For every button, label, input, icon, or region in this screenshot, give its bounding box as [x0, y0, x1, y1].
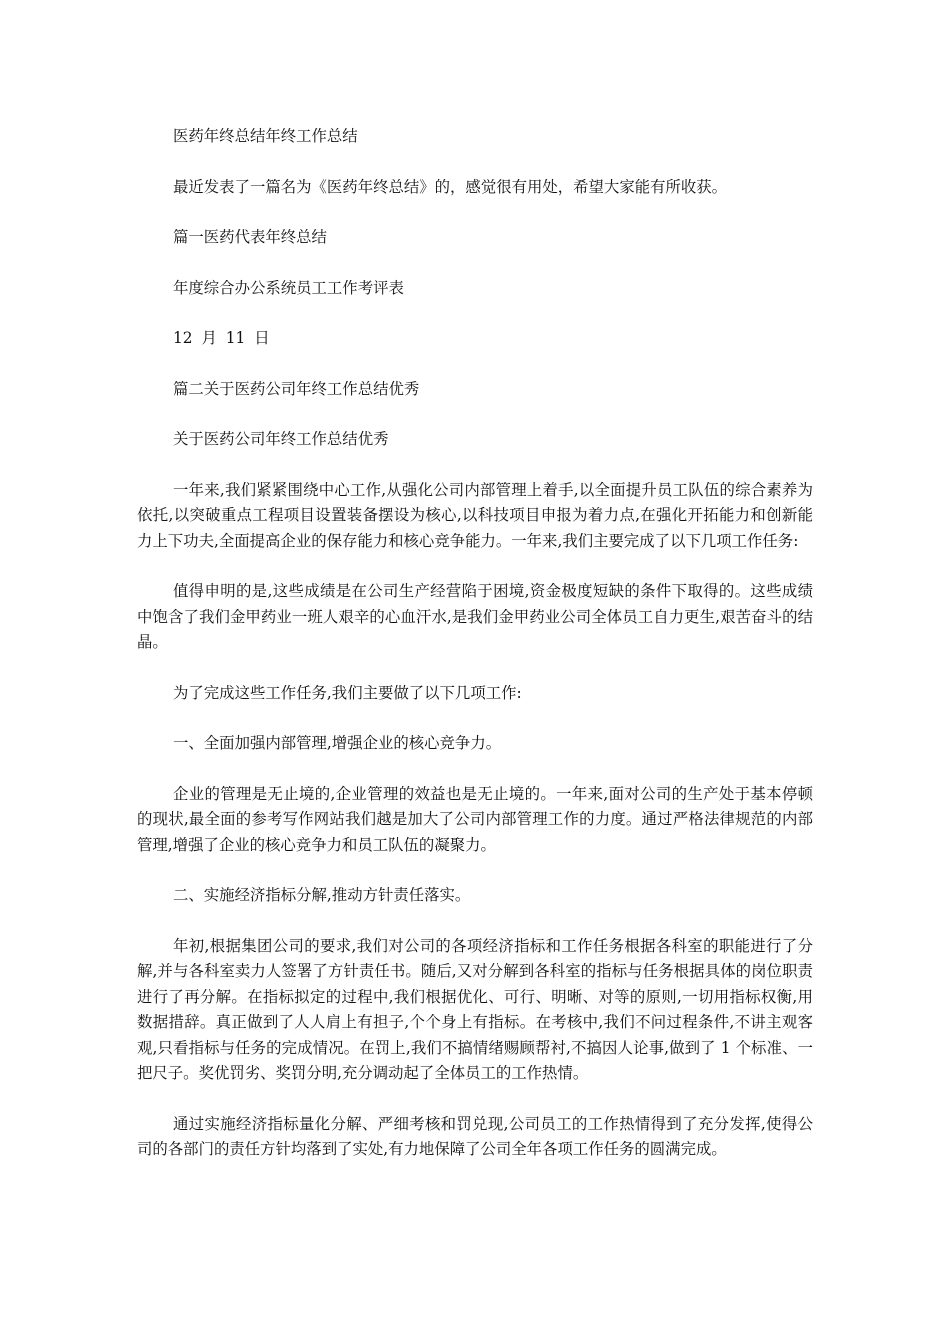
paragraph: 值得申明的是,这些成绩是在公司生产经营陷于困境,资金极度短缺的条件下取得的。这些成绩中饱含了我们金甲药业一班人艰辛的心血汗水,是我们金甲药业公司全体员工自力更生,艰苦奋斗的结晶。 — [137, 582, 813, 651]
list-heading-2: 二、实施经济指标分解,推动方针责任落实。 — [173, 886, 471, 904]
article-subtitle: 关于医药公司年终工作总结优秀 — [173, 430, 389, 448]
paragraph: 为了完成这些工作任务,我们主要做了以下几项工作: — [173, 683, 522, 702]
paragraph: 企业的管理是无止境的,企业管理的效益也是无止境的。一年来,面对公司的生产处于基本停顿的现状,最全面的参考写作网站我们越是加大了公司内部管理工作的力度。通过严格法律规范的内部管理,增强了企业的核心竞争力和员工队伍的凝聚力。 — [137, 784, 813, 854]
section-heading-2: 篇二关于医药公司年终工作总结优秀 — [173, 379, 420, 398]
list-heading-1: 一、全面加强内部管理,增强企业的核心竞争力。 — [173, 734, 502, 752]
section-heading-1: 篇一医药代表年终总结 — [173, 228, 327, 246]
document-body — [137, 124, 813, 1188]
paragraph: 年初,根据集团公司的要求,我们对公司的各项经济指标和工作任务根据各科室的职能进行了分解,并与各科室卖力人签署了方针责任书。随后,又对分解到各科室的指标与任务根据具体的岗位职责进行了再分解。在指标拟定的过程中,我们根据优化、可行、明晰、对等的原则,一切用指标权衡,用数据措辞。真正做到了人人肩上有担子,个个身上有指标。在考核中,我们不问过程条件,不讲主观客观,只看指标与任务的完成情况。在罚上,我们不搞情绪赐顾帮衬,不搞因人论事,做到了 1 个标准、一把尺子。奖优罚劣、奖罚分明,充分调动起了全体员工的工作热情。 — [137, 936, 813, 1082]
paragraph: 通过实施经济指标量化分解、严细考核和罚兑现,公司员工的工作热情得到了充分发挥,使得公司的各部门的责任方针均落到了实处,有力地保障了公司全年各项工作任务的圆满完成。 — [137, 1114, 813, 1158]
form-title: 年度综合办公系统员工工作考评表 — [173, 278, 404, 297]
intro-line: 最近发表了一篇名为《医药年终总结》的，感觉很有用处，希望大家能有所收获。 — [173, 177, 728, 196]
date-line: 12 月 11 日 — [173, 329, 270, 347]
document-title: 医药年终总结年终工作总结 — [173, 127, 358, 145]
paragraph: 一年来,我们紧紧围绕中心工作,从强化公司内部管理上着手,以全面提升员工队伍的综合素养为依托,以突破重点工程项目设置装备摆设为核心,以科技项目申报为着力点,在强化开拓能力和创新能力上下功夫,全面提高企业的保存能力和核心竞争能力。一年来,我们主要完成了以下几项工作任务: — [137, 480, 813, 550]
